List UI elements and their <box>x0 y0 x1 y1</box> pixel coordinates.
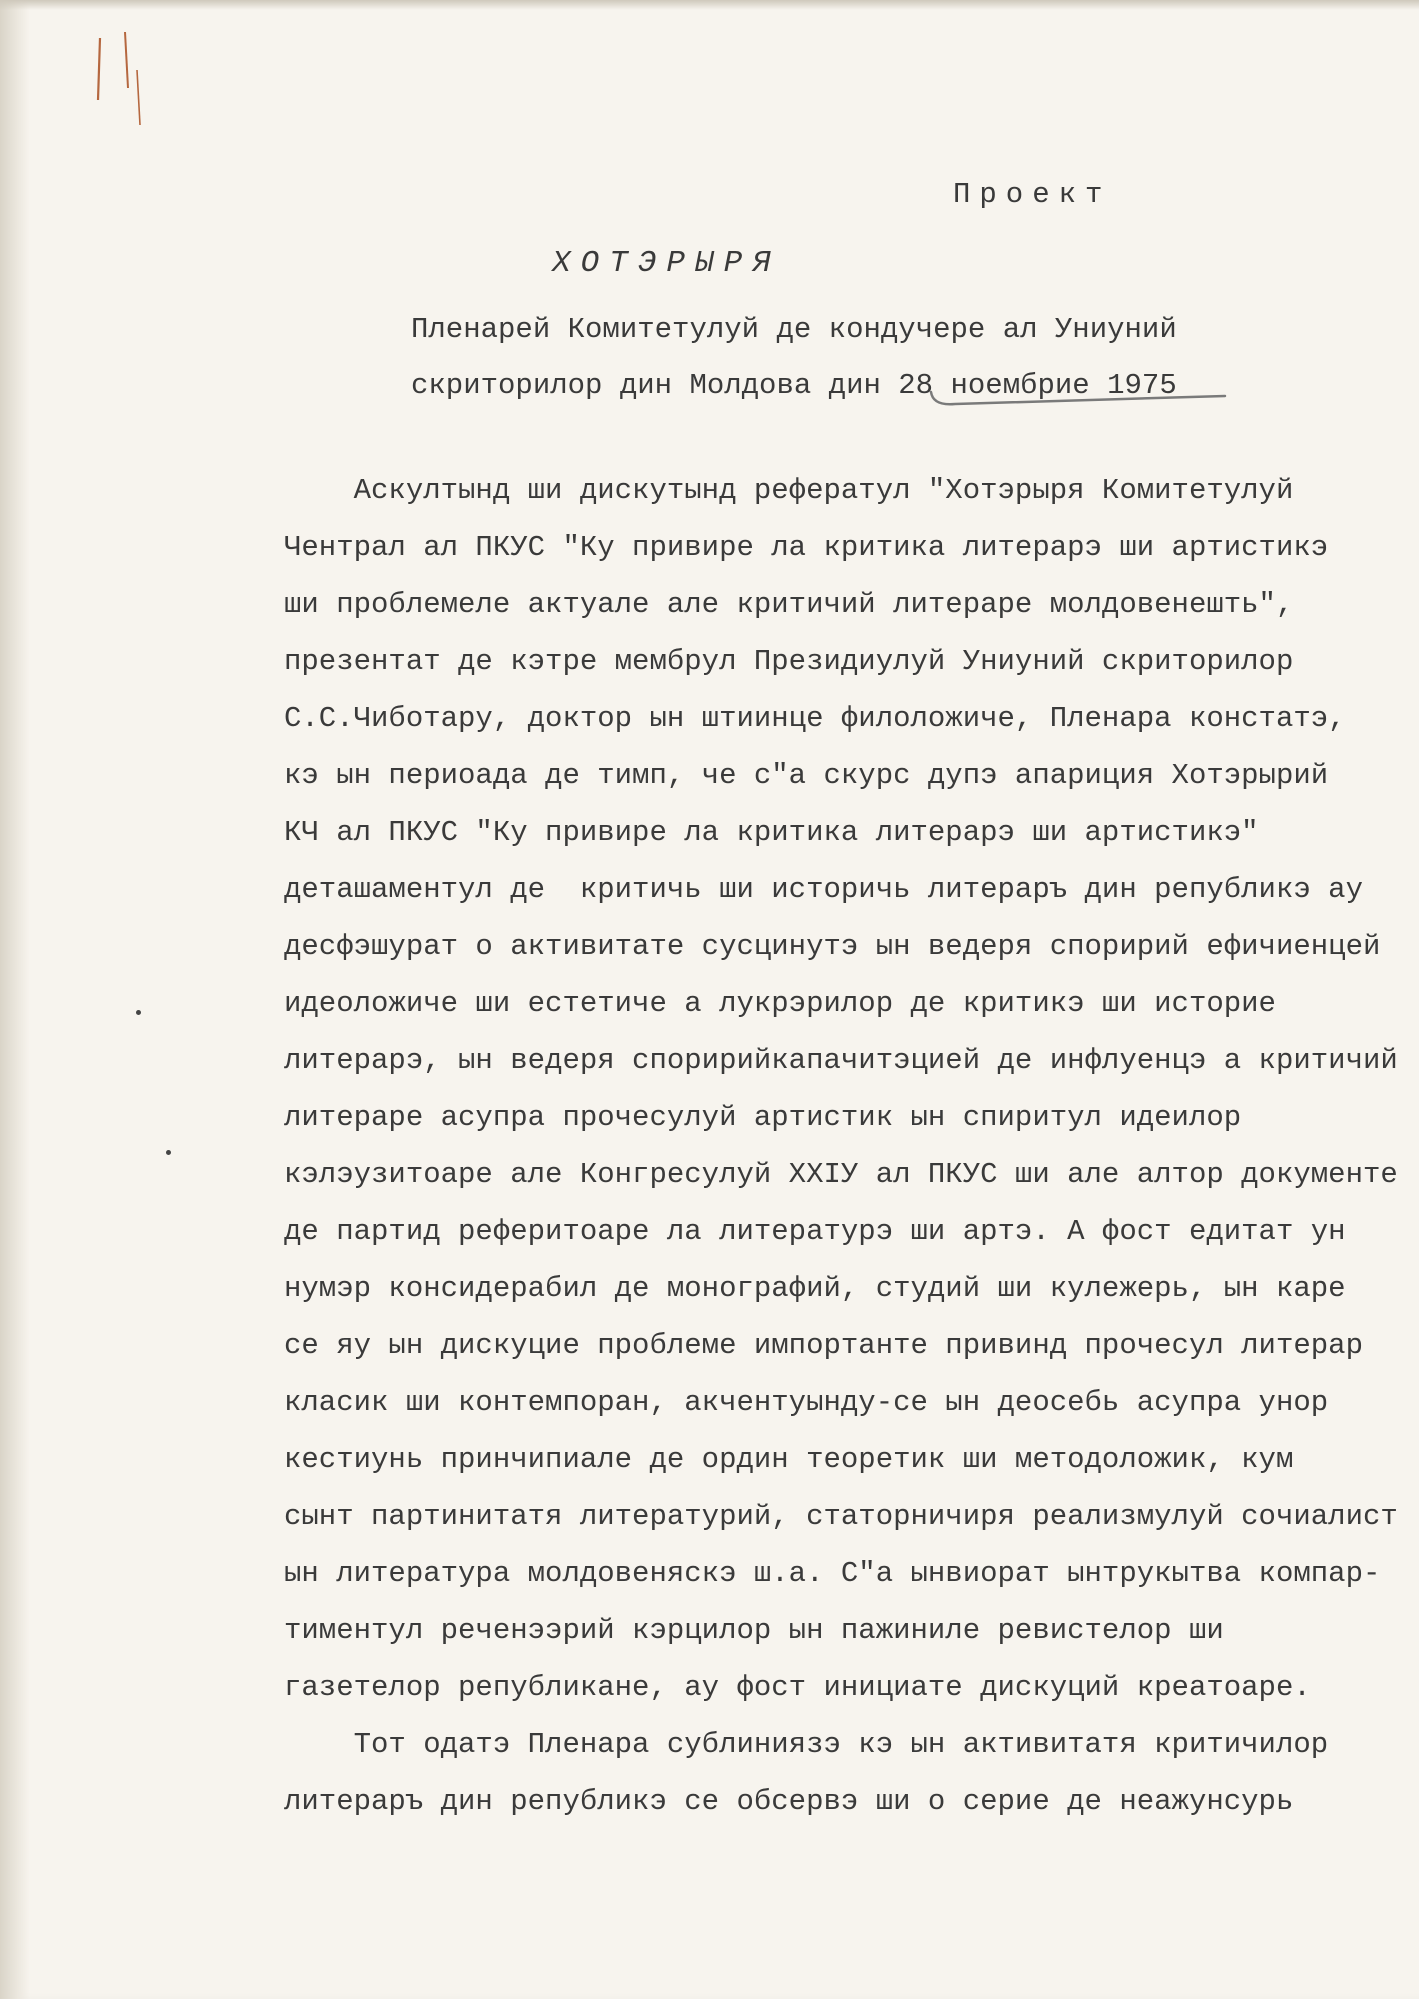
body-line: тиментул реченээрий кэрцилор ын пажиниле ревистелор ши <box>284 1614 1224 1647</box>
body-line: деташаментул де критичь ши историчь литераръ дин републикэ ау <box>284 873 1363 906</box>
body-line: газетелор републикане, ау фост инициате дискуций креатоаре. <box>284 1671 1311 1704</box>
body-line: ын литература молдовеняскэ ш.а. С"а ынвиорат ынтрукытва компар- <box>284 1557 1381 1590</box>
body-line: кестиунь принчипиале де ордин теоретик ши методоложик, кум <box>284 1443 1294 1476</box>
body-line: ши проблемеле актуале але критичий литераре молдовенешть", <box>284 588 1294 621</box>
body-line: Тот одатэ Пленара сублиниязэ кэ ын активитатя критичилор <box>284 1728 1329 1761</box>
pencil-marks <box>95 30 155 140</box>
body-line: Чентрал ал ПКУС "Ку привире ла критика литерарэ ши артистикэ <box>284 531 1329 564</box>
body-line: литераръ дин републикэ се обсервэ ши о серие де неажунсурь <box>284 1785 1294 1818</box>
body-line: кэ ын периоада де тимп, че с"а скурс дупэ апариция Хотэрырий <box>284 759 1329 792</box>
handwritten-underline <box>925 386 1245 416</box>
header-label: Проект <box>953 178 1112 211</box>
body-line: литерарэ, ын ведеря споририйкапачитэцией де инфлуенцэ а критичий <box>284 1044 1398 1077</box>
page-top-edge <box>0 0 1419 10</box>
subtitle-line: скриторилор дин Молдова дин 28 ноембрие 1975 <box>411 369 1177 402</box>
body-line: КЧ ал ПКУС "Ку привире ла критика литерарэ ши артистикэ" <box>284 816 1259 849</box>
body-line: десфэшурат о активитате сусцинутэ ын ведеря споририй ефичиенцей <box>284 930 1381 963</box>
body-line: се яу ын дискуцие проблеме импортанте привинд прочесул литерар <box>284 1329 1363 1362</box>
ink-speck <box>166 1150 171 1155</box>
body-line: класик ши контемпоран, акчентуындy-се ын деосебь асупра унор <box>284 1386 1329 1419</box>
body-line: нумэр консидерабил де монографий, студий ши кулежерь, ын каре <box>284 1272 1346 1305</box>
ink-speck <box>136 1010 141 1015</box>
body-line: Аскултынд ши дискутынд рефератул "Хотэрыря Комитетулуй <box>284 474 1294 507</box>
page-edge-shadow <box>0 0 30 1999</box>
body-line: литераре асупра прочесулуй артистик ын спиритул идеилор <box>284 1101 1242 1134</box>
body-line: кэлэузитоаре але Конгресулуй ХХIУ ал ПКУС ши але алтор документе <box>284 1158 1398 1191</box>
body-line: де партид реферитоаре ла литературэ ши артэ. А фост едитат ун <box>284 1215 1346 1248</box>
document-body <box>284 462 1409 1830</box>
body-line: С.С.Чиботару, доктор ын штиинце филоложиче, Пленара констатэ, <box>284 702 1346 735</box>
body-line: сынт партинитатя литературий, статорничиря реализмулуй сочиалист <box>284 1500 1398 1533</box>
subtitle-line: Пленарей Комитетулуй де кондучере ал Униуний <box>411 313 1177 346</box>
body-line: идеоложиче ши естетиче а лукрэрилор де критикэ ши историе <box>284 987 1276 1020</box>
document-title: ХОТЭРЫРЯ <box>552 246 781 281</box>
body-line: презентат де кэтре мембрул Президиулуй Униуний скриторилор <box>284 645 1294 678</box>
